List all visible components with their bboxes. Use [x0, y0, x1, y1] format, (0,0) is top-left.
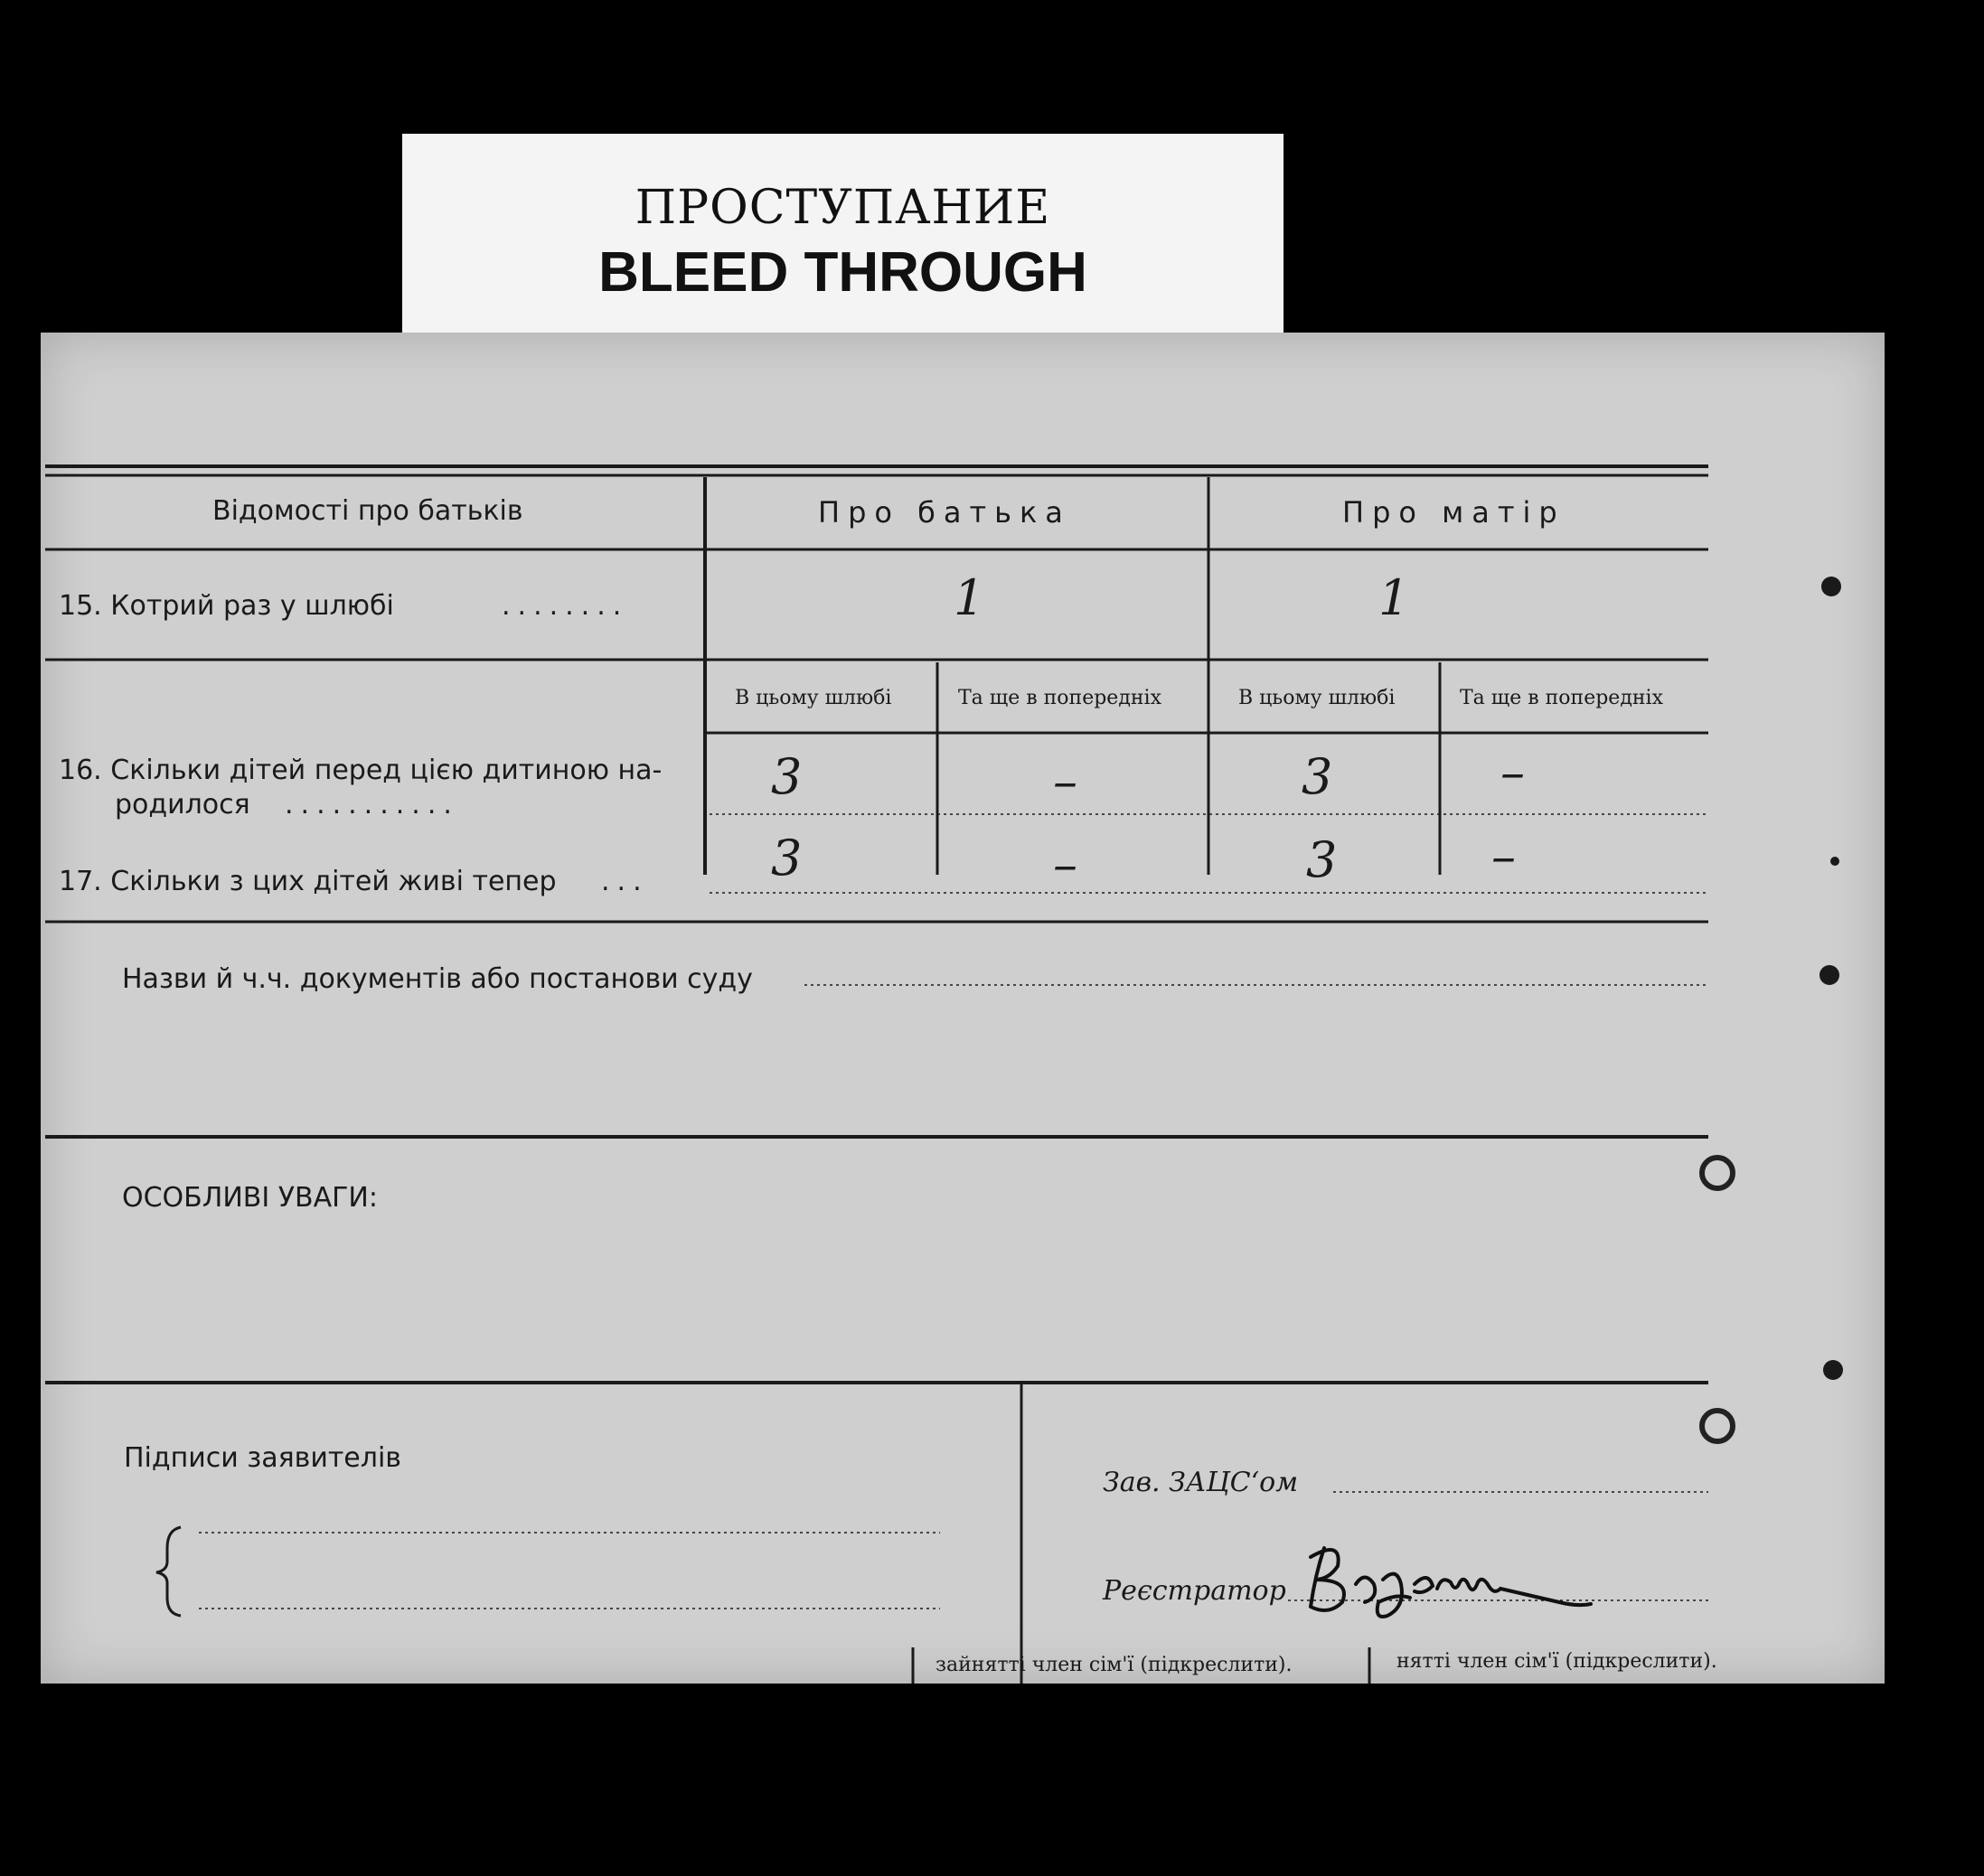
- punch-hole: [1823, 1360, 1843, 1380]
- row17-mother-this-value: 3: [1306, 831, 1338, 888]
- registrar-signature: [1288, 1530, 1631, 1629]
- special-notes-label: ОСОБЛИВІ УВАГИ:: [122, 1182, 378, 1214]
- row17-label: 17. Скільки з цих дітей живі тепер: [59, 866, 557, 897]
- overlay-label-english: BLEED THROUGH: [598, 241, 1087, 304]
- punch-hole-ring: [1699, 1408, 1735, 1444]
- row17-dots: ...: [601, 866, 649, 897]
- row16-father-prev-value: –: [1053, 753, 1077, 810]
- subheader-mother-this-marriage: В цьому шлюбі: [1238, 687, 1396, 709]
- overlay-label-card: [402, 134, 1283, 351]
- header-parents-info: Відомості про батьків: [212, 495, 523, 527]
- header-about-mother: Про матір: [1342, 495, 1566, 530]
- row16-dots: ...........: [285, 789, 459, 821]
- punch-hole: [1819, 965, 1839, 985]
- row15-dots: ........: [502, 590, 629, 622]
- row17-father-prev-value: –: [1053, 836, 1077, 893]
- header-about-father: Про батька: [818, 495, 1071, 530]
- zags-head-label: Зав. ЗАЦС‘ом: [1103, 1467, 1299, 1498]
- registrar-label: Реєстратор: [1103, 1575, 1286, 1607]
- punch-hole-ring: [1699, 1155, 1735, 1191]
- punch-hole: [1821, 577, 1841, 596]
- subheader-father-previous: Та ще в попередніх: [958, 687, 1161, 709]
- row16-mother-prev-value: –: [1500, 744, 1525, 801]
- form-ruling-lines: [41, 333, 1885, 1684]
- row16-label-line2: родилося: [115, 789, 250, 821]
- bottom-strip-left-text: зайнятті член сім'ї (підкреслити).: [936, 1654, 1293, 1676]
- applicant-signatures-label: Підписи заявителів: [124, 1442, 401, 1474]
- form-sheet: [41, 333, 1885, 1684]
- documents-label: Назви й ч.ч. документів або постанови суду: [122, 963, 753, 995]
- row17-mother-prev-value: –: [1491, 828, 1516, 885]
- row15-father-value: 1: [954, 569, 985, 626]
- subheader-father-this-marriage: В цьому шлюбі: [735, 687, 892, 709]
- row17-father-this-value: 3: [771, 830, 803, 886]
- subheader-mother-previous: Та ще в попередніх: [1460, 687, 1663, 709]
- bottom-strip-right-text: нятті член сім'ї (підкреслити).: [1396, 1650, 1717, 1673]
- punch-hole: [1830, 857, 1839, 866]
- row16-label-line1: 16. Скільки дітей перед цією дитиною на-: [59, 755, 663, 786]
- row15-label: 15. Котрий раз у шлюбі: [59, 590, 394, 622]
- row16-father-this-value: 3: [771, 748, 803, 805]
- row16-mother-this-value: 3: [1302, 748, 1333, 805]
- row15-mother-value: 1: [1378, 569, 1410, 626]
- overlay-label-russian: ПРОСТУПАНИЕ: [635, 181, 1051, 235]
